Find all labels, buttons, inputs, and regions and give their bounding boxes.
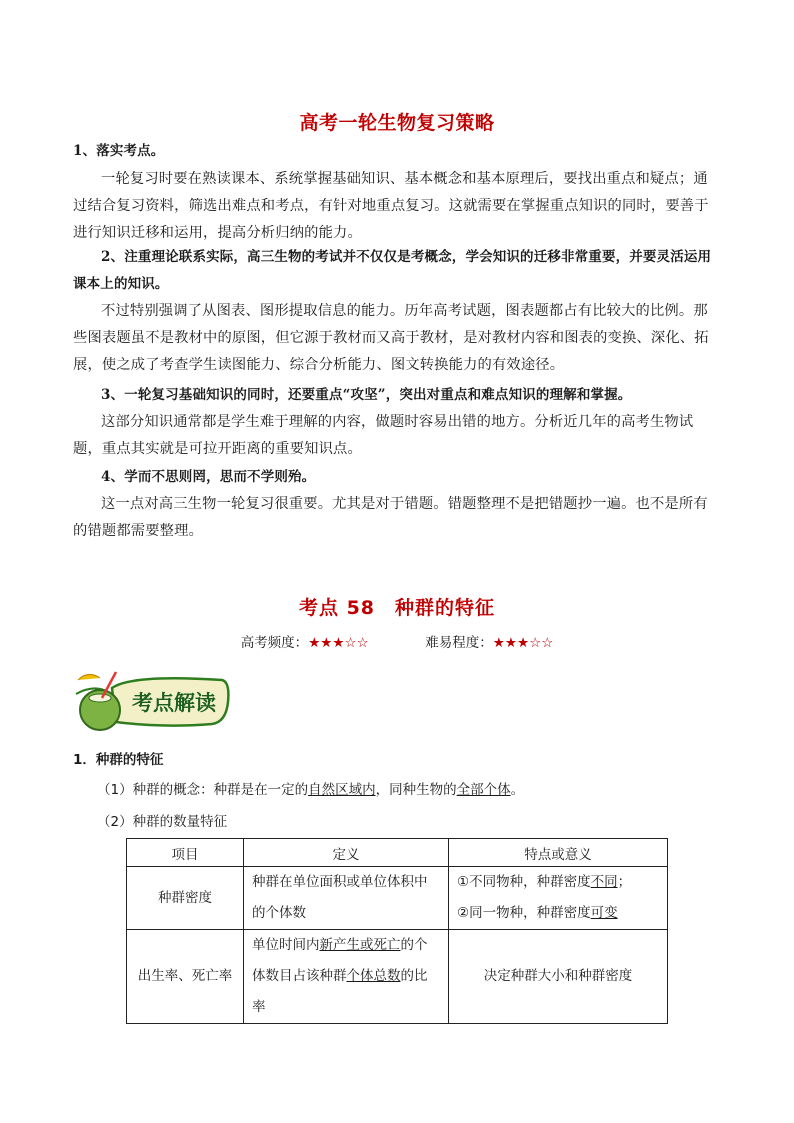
header-definition: 定义 — [244, 839, 449, 867]
frequency-stars: ★★★☆☆ — [308, 635, 369, 651]
topic-title: 考点 58 种群的特征 — [298, 597, 496, 619]
table-header-row — [127, 839, 668, 867]
frequency-label: 高考频度： — [240, 635, 309, 651]
point-3-heading: 3、一轮复习基础知识的同时，还要重点“攻坚”，突出对重点和难点知识的理解和掌握。 — [101, 387, 632, 403]
topic-banner — [72, 666, 232, 734]
row-density-item: 种群密度 — [127, 867, 244, 930]
row-birth-death-item: 出生率、死亡率 — [127, 930, 244, 1024]
row-density-definition: 种群在单位面积或单位体积中的个体数 — [244, 867, 449, 930]
difficulty-stars: ★★★☆☆ — [492, 635, 554, 651]
point-2-body: 不过特别强调了从图表、图形提取信息的能力。历年高考试题，图表题都占有比较大的比例。那些图表题虽不是教材中的原图，但它源于教材而又高于教材，是对教材内容和图表的变换、深化、拓展，使之成了考查学生读图能力、综合分析能力、图文转换能力的有效途径。 — [73, 303, 709, 373]
row-birth-death-definition: 单位时间内新产生或死亡的个体数目占该种群个体总数的比率 — [244, 930, 449, 1024]
point-2-heading: 2、注重理论联系实际，高三生物的考试并不仅仅是考概念，学会知识的迁移非常重要，并要灵活运用课本上的知识。 — [73, 249, 712, 292]
table-row — [127, 930, 668, 1024]
point-4-body: 这一点对高三生物一轮复习很重要。尤其是对于错题。错题整理不是把错题抄一遍。也不是所有的错题都需要整理。 — [73, 496, 708, 539]
quantity-heading: （2）种群的数量特征 — [97, 814, 228, 830]
header-feature: 特点或意义 — [449, 839, 668, 867]
header-item: 项目 — [127, 839, 244, 867]
strategy-title: 高考一轮生物复习策略 — [299, 112, 495, 134]
population-concept: （1）种群的概念：种群是在一定的自然区域内，同种生物的全部个体。 — [97, 782, 525, 798]
difficulty-label: 难易程度： — [425, 635, 493, 651]
row-birth-death-feature: 决定种群大小和种群密度 — [449, 930, 668, 1024]
point-3-body: 这部分知识通常都是学生难于理解的内容，做题时容易出错的地方。分析近几年的高考生物试题，重点其实就是可拉开距离的重要知识点。 — [73, 414, 694, 457]
banner-text: 考点解读 — [132, 690, 216, 715]
section-1-heading: 1．种群的特征 — [73, 752, 164, 768]
ratings-row — [0, 631, 794, 651]
point-4-heading: 4、学而不思则罔，思而不学则殆。 — [101, 469, 316, 485]
population-traits-table — [126, 838, 668, 1024]
row-density-feature: ①不同物种，种群密度不同； ②同一物种，种群密度可变 — [449, 867, 668, 930]
point-1-body: 一轮复习时要在熟读课本、系统掌握基础知识、基本概念和基本原理后，要找出重点和疑点；通过结合复习资料，筛选出难点和考点，有针对地重点复习。这就需要在掌握重点知识的同时，要善于进行知识迁移和运用，提高分析归纳的能力。 — [73, 171, 709, 241]
table-row — [127, 867, 668, 930]
point-1-heading: 1、落实考点。 — [73, 143, 165, 159]
